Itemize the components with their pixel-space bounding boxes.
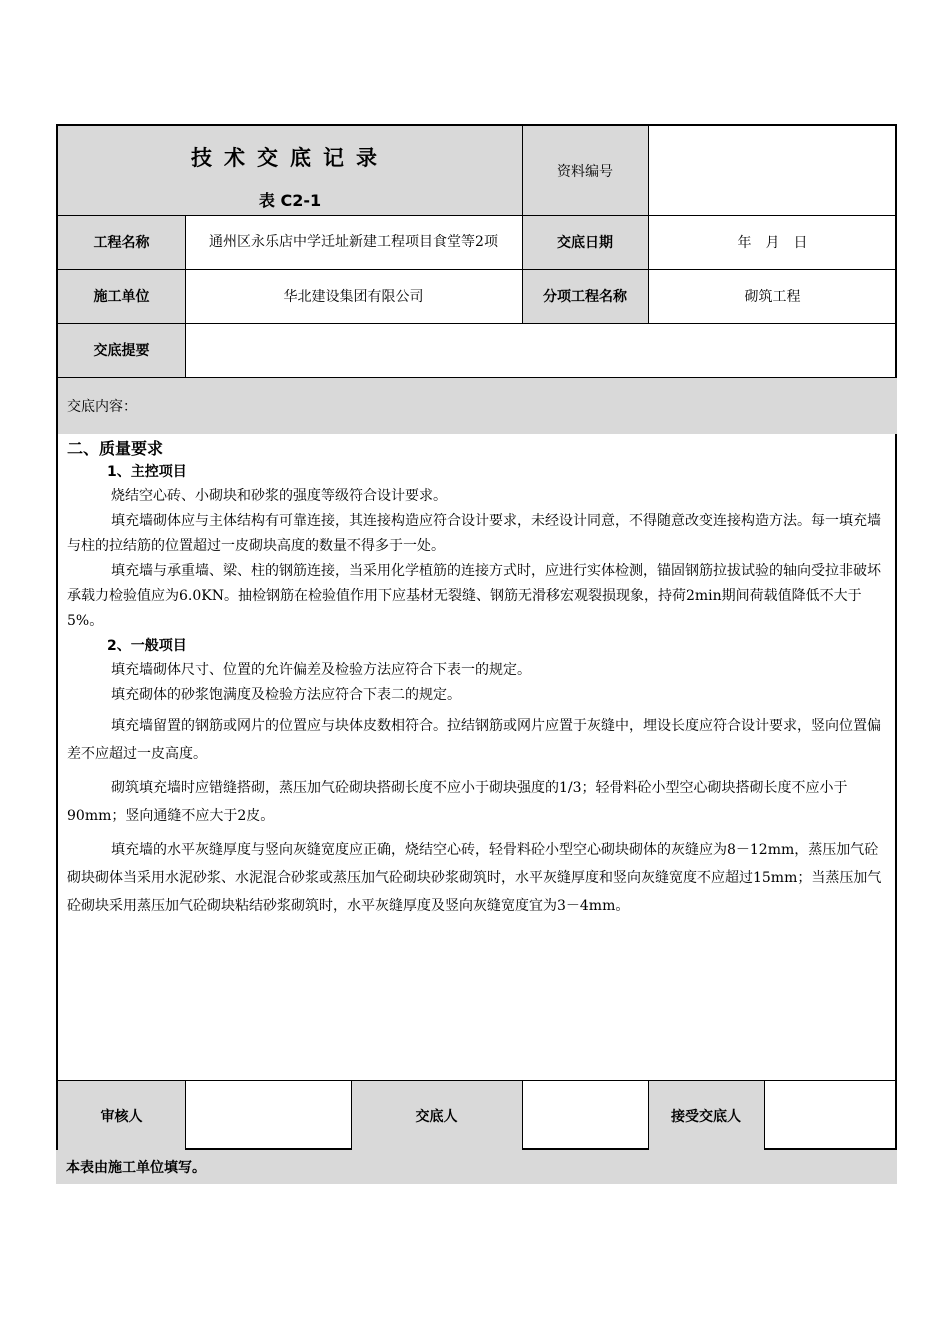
grid-line xyxy=(58,269,897,270)
sub-project-label: 分项工程名称 xyxy=(522,269,648,323)
doc-number-field[interactable] xyxy=(648,126,897,215)
grid-line xyxy=(58,215,897,216)
grid-line xyxy=(522,126,523,323)
grid-line xyxy=(58,1080,897,1081)
paragraph: 砌筑填充墙时应错缝搭砌，蒸压加气砼砌块搭砌长度不应小于砌块强度的1/3；轻骨料砼小型空心砌块搭砌长度不应小于90mm；竖向通缝不应大于2皮。 xyxy=(67,780,848,824)
paragraph: 烧结空心砖、小砌块和砂浆的强度等级符合设计要求。 xyxy=(111,488,447,504)
contractor-label: 施工单位 xyxy=(58,269,185,323)
reviewer-label: 审核人 xyxy=(58,1081,185,1150)
form-title: 技术交底记录 xyxy=(191,146,389,170)
contractor-value: 华北建设集团有限公司 xyxy=(283,289,424,305)
footer-note: 本表由施工单位填写。 xyxy=(56,1150,897,1184)
paragraph: 填充墙砌体应与主体结构有可靠连接，其连接构造应符合设计要求，未经设计同意，不得随意改变连接构造方法。每一填充墙与柱的拉结筋的位置超过一皮砌块高度的数量不得多于一处。 xyxy=(67,513,881,554)
paragraph: 填充墙砌体尺寸、位置的允许偏差及检验方法应符合下表一的规定。 xyxy=(111,662,531,678)
paragraph: 填充砌体的砂浆饱满度及检验方法应符合下表二的规定。 xyxy=(111,687,461,703)
date-label: 交底日期 xyxy=(522,215,648,269)
grid-line xyxy=(351,1081,352,1150)
section-title: 二、质量要求 xyxy=(67,439,164,458)
presenter-field[interactable] xyxy=(522,1081,648,1150)
paragraph: 填充墙与承重墙、梁、柱的钢筋连接，当采用化学植筋的连接方式时，应进行实体检测，锚固钢筋拉拔试验的轴向受拉非破坏承载力检验值应为6.0KN。抽检钢筋在检验值作用下应基材无裂缝、钢筋无滑移宏观裂损现象，持荷2min期间荷载值降低不大于5%。 xyxy=(67,563,881,629)
project-name-value: 通州区永乐店中学迁址新建工程项目食堂等2项 xyxy=(209,234,498,250)
doc-number-label: 资料编号 xyxy=(522,126,648,215)
form-code: 表 C2-1 xyxy=(258,191,322,210)
subsection-title-main: 1、主控项目 xyxy=(107,464,187,480)
project-name-label: 工程名称 xyxy=(58,215,185,269)
grid-line xyxy=(185,1081,186,1150)
grid-line xyxy=(58,323,897,324)
grid-line xyxy=(648,1081,649,1150)
summary-field[interactable] xyxy=(185,323,897,377)
paragraph: 填充墙留置的钢筋或网片的位置应与块体皮数相符合。拉结钢筋或网片应置于灰缝中，埋设长度应符合设计要求，竖向位置偏差不应超过一皮高度。 xyxy=(67,718,881,762)
grid-line xyxy=(648,126,649,323)
presenter-label: 交底人 xyxy=(351,1081,522,1150)
paragraph: 填充墙的水平灰缝厚度与竖向灰缝宽度应正确，烧结空心砖，轻骨料砼小型空心砌块砌体的灰缝应为8－12mm，蒸压加气砼砌块砌体当采用水泥砂浆、水泥混合砂浆或蒸压加气砼砌块砂浆砌筑时，水平灰缝厚度和竖向灰缝宽度不应超过15mm；当蒸压加气砼砌块采用蒸压加气砼砌块粘结砂浆砌筑时，水平灰缝厚度及竖向灰缝宽度宜为3－4mm。 xyxy=(67,842,882,914)
subsection-title-general: 2、一般项目 xyxy=(107,638,187,654)
grid-line xyxy=(764,1081,765,1150)
grid-line xyxy=(58,377,897,378)
reviewer-field[interactable] xyxy=(185,1081,351,1150)
receiver-label: 接受交底人 xyxy=(648,1081,764,1150)
sub-project-value: 砌筑工程 xyxy=(744,289,801,305)
date-value: 年 月 日 xyxy=(737,235,808,251)
summary-label: 交底提要 xyxy=(58,323,185,377)
grid-line xyxy=(185,215,186,377)
technical-briefing-form xyxy=(56,124,897,1150)
receiver-field[interactable] xyxy=(764,1081,897,1150)
briefing-content xyxy=(67,438,889,920)
content-label: 交底内容： xyxy=(58,377,897,434)
form-title-block xyxy=(58,126,522,215)
grid-line xyxy=(522,1081,523,1150)
